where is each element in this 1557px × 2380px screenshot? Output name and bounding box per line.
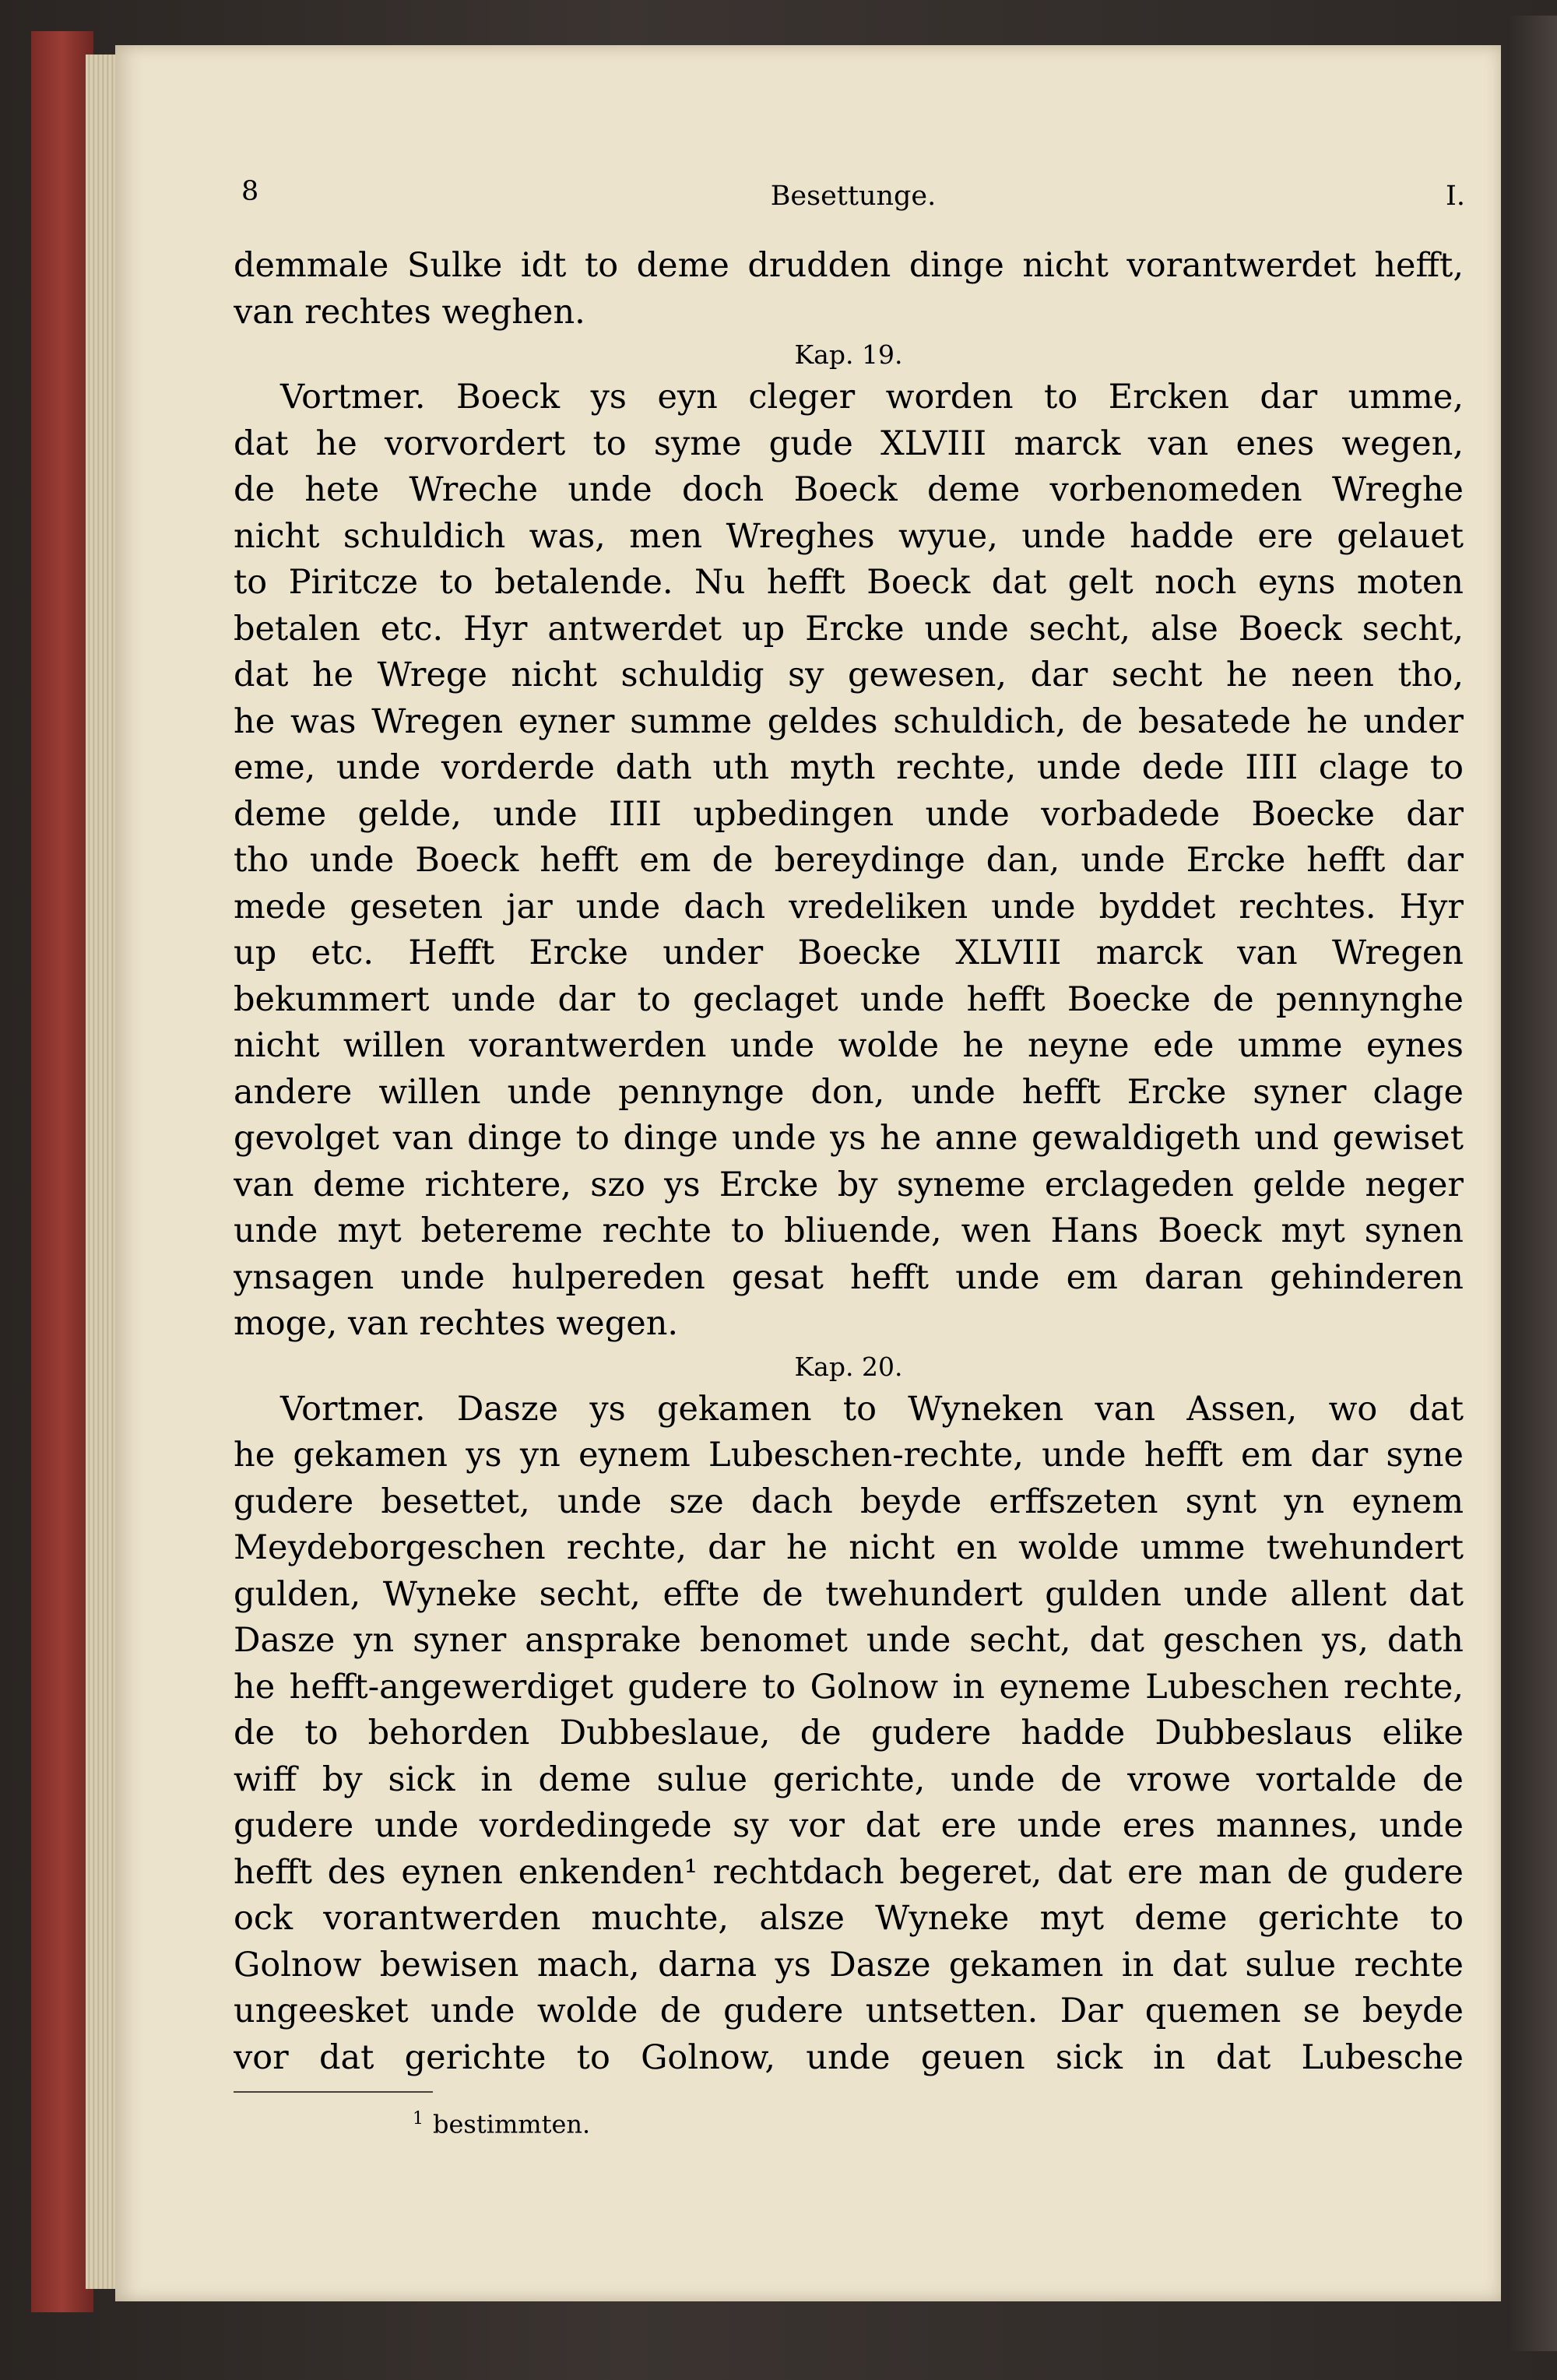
body-text [234,243,1464,2081]
footnote-mark: 1 [413,2109,424,2129]
text-line: up etc. Hefft Ercke under Boecke XLVIII marck van Wregen [234,933,1464,972]
text-line: gudere besettet, unde sze dach beyde erffszeten synt yn eynem [234,1482,1464,1521]
text-line: eme, unde vorderde dath uth myth rechte, unde dede IIII clage to [234,748,1464,787]
text-line: Dasze yn syner ansprake benomet unde secht, dat geschen ys, dath [234,1621,1464,1660]
chapter-heading: Kap. 20. [794,1351,903,1382]
footnote [234,2102,856,2142]
footnote-text: bestimmten. [433,2109,591,2139]
text-line: hefft des eynen enkenden¹ rechtdach begeret, dat ere man de gudere [234,1852,1464,1892]
text-line: dat he vorvordert to syme gude XLVIII marck van enes wegen, [234,424,1464,463]
text-line: Vortmer. Dasze ys gekamen to Wyneken van Assen, wo dat [280,1389,1464,1429]
text-line: gevolget van dinge to dinge unde ys he anne gewaldigeth und gewiset [234,1119,1464,1158]
text-line: he was Wregen eyner summe geldes schuldich, de besatede he under [234,701,1464,741]
text-line: ynsagen unde hulpereden gesat hefft unde em daran gehinderen [234,1257,1464,1297]
text-line: Golnow bewisen mach, darna ys Dasze gekamen in dat sulue rechte [234,1945,1464,1985]
text-line: de to behorden Dubbeslaue, de gudere hadde Dubbeslaus elike [234,1714,1464,1752]
text-line: to Piritcze to betalende. Nu hefft Boeck dat gelt noch eyns moten [234,563,1464,602]
text-line: Vortmer. Boeck ys eyn cleger worden to Ercken dar umme, [280,378,1464,417]
text-line: tho unde Boeck hefft em de bereydinge dan, unde Ercke hefft dar [234,841,1464,880]
page-header [241,176,1465,223]
text-line: andere willen unde pennynge don, unde hefft Ercke syner clage [234,1072,1464,1112]
text-line: mede geseten jar unde dach vredeliken unde byddet rechtes. Hyr [234,887,1464,926]
page-number: 8 [241,176,259,207]
text-line: gudere unde vordedingede sy vor dat ere unde eres mannes, unde [234,1806,1464,1845]
text-line: wiff by sick in deme sulue gerichte, unde de vrowe vortalde de [234,1760,1464,1799]
text-line: he hefft-angewerdiget gudere to Golnow in eyneme Lubeschen rechte, [234,1667,1464,1707]
text-line: unde myt betereme rechte to bliuende, wen Hans Boeck myt synen [234,1211,1464,1250]
text-line: ock vorantwerden muchte, alsze Wyneke myt deme gerichte to [234,1899,1464,1938]
cover-edge-left [31,31,93,2312]
footnote-rule [234,2091,433,2093]
running-title: Besettunge. [770,181,937,212]
page-edges [86,54,117,2289]
text-line: nicht schuldich was, men Wreghes wyue, unde hadde ere gelauet [234,516,1464,556]
text-line: vor dat gerichte to Golnow, unde geuen sick in dat Lubesche [234,2037,1464,2077]
text-line: betalen etc. Hyr antwerdet up Ercke unde secht, alse Boeck secht, [234,609,1464,649]
text-line: gulden, Wyneke secht, effte de twehundert gulden unde allent dat [234,1574,1464,1614]
text-line: demmale Sulke idt to deme drudden dinge nicht vorantwerdet hefft, [234,246,1464,285]
text-line: de hete Wreche unde doch Boeck deme vorbenomeden Wreghe [234,470,1464,509]
text-line: moge, van rechtes wegen. [234,1304,679,1343]
text-line: van rechtes weghen. [234,292,585,332]
text-line: nicht willen vorantwerden unde wolde he neyne ede umme eynes [234,1026,1464,1065]
text-line: he gekamen ys yn eynem Lubeschen-rechte, unde hefft em dar syne [234,1436,1464,1475]
part-number: I. [1446,181,1465,212]
chapter-heading: Kap. 19. [794,339,903,370]
text-line: deme gelde, unde IIII upbedingen unde vorbadede Boecke dar [234,794,1464,834]
text-line: dat he Wrege nicht schuldig sy gewesen, dar secht he neen tho, [234,656,1464,694]
text-line: Meydeborgeschen rechte, dar he nicht en wolde umme twehundert [234,1528,1464,1567]
text-line: bekummert unde dar to geclaget unde hefft Boecke de pennynghe [234,979,1464,1019]
text-line: ungeesket unde wolde de gudere untsetten. Dar quemen se beyde [234,1992,1464,2030]
text-line: van deme richtere, szo ys Ercke by syneme erclageden gelde neger [234,1165,1464,1204]
cover-edge-right [1510,16,1557,2351]
